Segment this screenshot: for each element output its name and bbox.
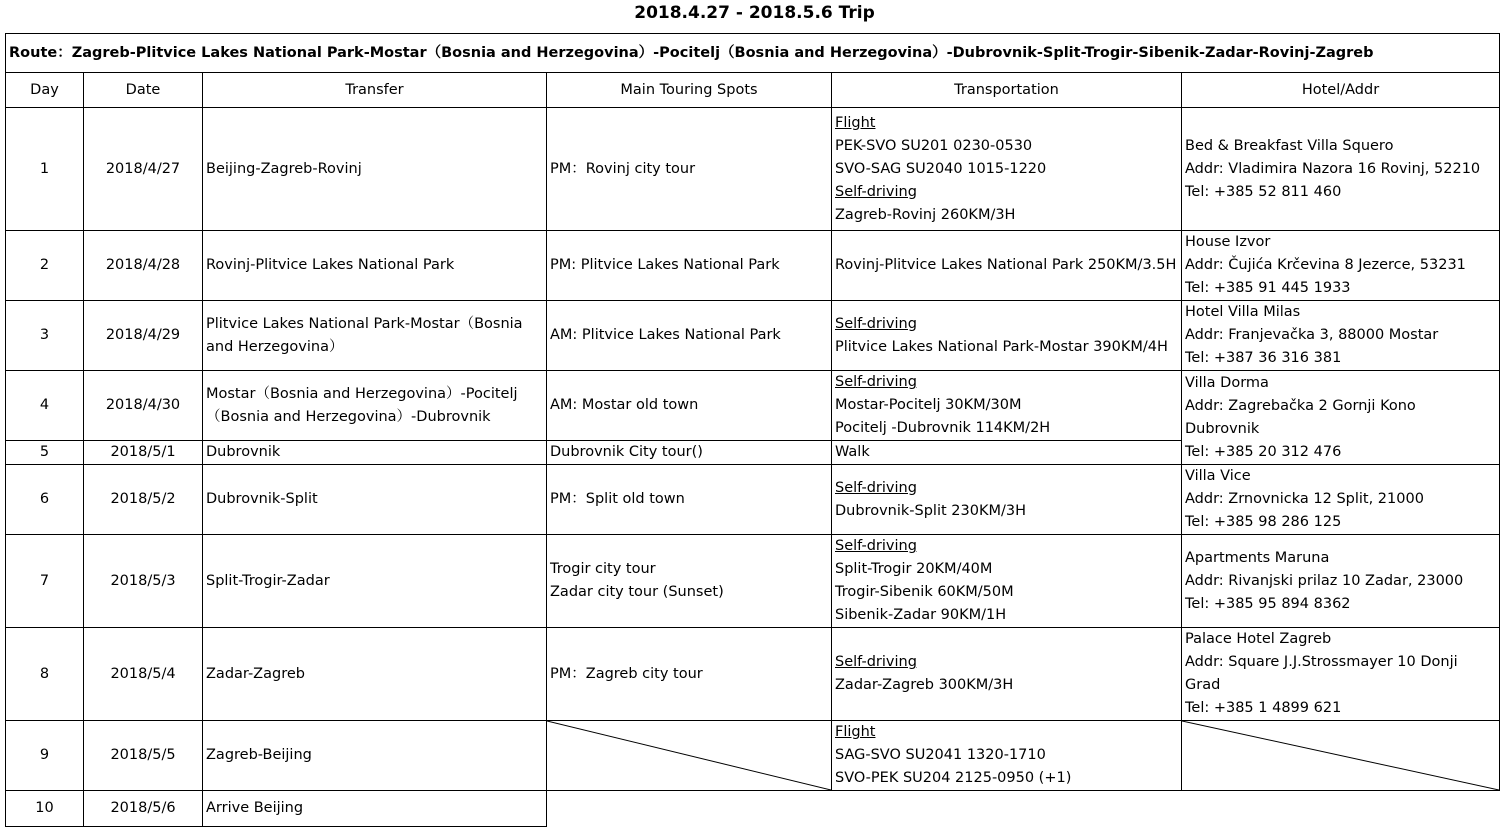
transport-line: SAG-SVO SU2041 1320-1710 (835, 747, 1046, 763)
route-row (6, 34, 1500, 73)
day-cell: 10 (6, 791, 84, 827)
hotel-line: Dubrovnik (1185, 420, 1260, 437)
transport-cell (832, 231, 1182, 301)
day-cell: 5 (6, 441, 84, 465)
spots-cell-empty (547, 721, 832, 791)
date-cell: 2018/4/30 (84, 371, 203, 441)
transfer-cell: Beijing-Zagreb-Rovinj (203, 108, 547, 231)
date-cell: 2018/4/29 (84, 301, 203, 371)
header-day: Day (6, 73, 84, 108)
transport-line: Zagreb-Rovinj 260KM/3H (835, 206, 1016, 223)
spots-cell (547, 108, 832, 231)
transport-line: Pocitelj -Dubrovnik 114KM/2H (835, 420, 1051, 436)
transport-line: Split-Trogir 20KM/40M (835, 561, 993, 577)
transport-mode-label: Flight (835, 114, 876, 131)
transport-mode-label: Self-driving (835, 183, 917, 200)
empty-cell (547, 791, 1500, 827)
day-cell: 7 (6, 535, 84, 628)
transport-cell (832, 535, 1182, 628)
transport-mode-label: Self-driving (835, 315, 917, 332)
day-cell: 3 (6, 301, 84, 371)
hotel-line: Villa Vice (1185, 468, 1251, 484)
transport-mode-label: Flight (835, 724, 876, 740)
transport-cell (832, 721, 1182, 791)
transport-line: Sibenik-Zadar 90KM/1H (835, 607, 1007, 623)
table-row (6, 231, 1500, 301)
transport-line: Plitvice Lakes National Park-Mostar 390KM/4H (835, 338, 1168, 355)
transfer-cell: Arrive Beijing (203, 791, 547, 827)
day-cell: 4 (6, 371, 84, 441)
date-cell: 2018/5/2 (84, 465, 203, 535)
date-cell: 2018/5/3 (84, 535, 203, 628)
hotel-line: Grad (1185, 677, 1221, 693)
hotel-cell (1182, 301, 1500, 371)
transfer-cell: Zagreb-Beijing (203, 721, 547, 791)
spots-cell (547, 628, 832, 721)
spot-line: PM：Split old town (550, 491, 685, 507)
hotel-line: Hotel Villa Milas (1185, 304, 1301, 320)
header-hotel: Hotel/Addr (1182, 73, 1500, 108)
transport-line: SVO-PEK SU204 2125-0950 (+1) (835, 770, 1072, 786)
header-spots: Main Touring Spots (547, 73, 832, 108)
spots-cell (547, 231, 832, 301)
table-row (6, 791, 1500, 827)
page-title: 2018.4.27 - 2018.5.6 Trip (634, 3, 875, 23)
hotel-cell-empty (1182, 721, 1500, 791)
transport-mode-label: Self-driving (835, 538, 917, 554)
transport-cell (832, 371, 1182, 441)
hotel-line: Addr: Zrnovnicka 12 Split, 21000 (1185, 491, 1424, 507)
transport-line: PEK-SVO SU201 0230-0530 (835, 137, 1033, 154)
header-row (6, 73, 1500, 108)
transport-line: SVO-SAG SU2040 1015-1220 (835, 160, 1047, 177)
spots-cell (547, 465, 832, 535)
date-cell: 2018/4/27 (84, 108, 203, 231)
transport-cell (832, 628, 1182, 721)
route-text: Route：Zagreb-Plitvice Lakes National Park-Mostar（Bosnia and Herzegovina）-Pocitelj（Bosnia and Herzegovina）-Dubrovnik-Split-Trogir-Sibenik-Zadar-Rovinj-Zagreb (6, 34, 1500, 73)
day-cell: 6 (6, 465, 84, 535)
transport-cell (832, 441, 1182, 465)
spot-line: PM: Plitvice Lakes National Park (550, 257, 780, 273)
transport-mode-label: Self-driving (835, 374, 917, 390)
day-cell: 1 (6, 108, 84, 231)
spots-cell (547, 441, 832, 465)
date-cell: 2018/5/6 (84, 791, 203, 827)
table-row (6, 108, 1500, 231)
hotel-line: Addr: Franjevačka 3, 88000 Mostar (1185, 327, 1439, 343)
transfer-cell: Dubrovnik (203, 441, 547, 465)
date-cell: 2018/4/28 (84, 231, 203, 301)
hotel-line: Palace Hotel Zagreb (1185, 631, 1332, 647)
table-row (6, 371, 1500, 441)
spot-line: PM：Zagreb city tour (550, 665, 703, 682)
hotel-line: Bed & Breakfast Villa Squero (1185, 137, 1394, 154)
transfer-cell: Dubrovnik-Split (203, 465, 547, 535)
spot-line: AM: Plitvice Lakes National Park (550, 327, 781, 343)
day-cell: 8 (6, 628, 84, 721)
hotel-cell (1182, 628, 1500, 721)
transport-mode-label: Self-driving (835, 479, 917, 496)
header-date: Date (84, 73, 203, 108)
transport-cell (832, 301, 1182, 371)
day-cell: 9 (6, 721, 84, 791)
hotel-cell (1182, 535, 1500, 628)
spot-line: Zadar city tour (Sunset) (550, 584, 724, 600)
hotel-cell (1182, 371, 1500, 465)
hotel-line: House Izvor (1185, 234, 1271, 250)
header-transportation: Transportation (832, 73, 1182, 108)
transfer-cell: Rovinj-Plitvice Lakes National Park (203, 231, 547, 301)
hotel-line: Addr: Čujića Krčevina 8 Jezerce, 53231 (1185, 257, 1466, 273)
table-row (6, 465, 1500, 535)
transport-line: Trogir-Sibenik 60KM/50M (835, 584, 1014, 600)
header-transfer: Transfer (203, 73, 547, 108)
hotel-cell (1182, 108, 1500, 231)
transport-line: Rovinj-Plitvice Lakes National Park 250KM/3.5H (835, 257, 1177, 273)
diagonal-line (547, 721, 831, 790)
date-cell: 2018/5/4 (84, 628, 203, 721)
hotel-line: Tel: +387 36 316 381 (1185, 350, 1342, 366)
hotel-line: Tel: +385 91 445 1933 (1185, 280, 1351, 296)
itinerary-table (5, 33, 1500, 827)
date-cell: 2018/5/1 (84, 441, 203, 465)
transfer-cell: Split-Trogir-Zadar (203, 535, 547, 628)
hotel-line: Tel: +385 98 286 125 (1185, 514, 1342, 530)
transport-line: Dubrovnik-Split 230KM/3H (835, 502, 1026, 519)
spot-line: Trogir city tour (550, 561, 656, 577)
hotel-line: Villa Dorma (1185, 374, 1269, 391)
hotel-line: Addr: Rivanjski prilaz 10 Zadar, 23000 (1185, 572, 1464, 589)
hotel-line: Addr: Zagrebačka 2 Gornji Kono (1185, 397, 1416, 414)
hotel-cell (1182, 465, 1500, 535)
transport-cell (832, 108, 1182, 231)
spot-line: Dubrovnik City tour() (550, 444, 703, 460)
transport-line: Walk (835, 444, 870, 460)
date-cell: 2018/5/5 (84, 721, 203, 791)
diagonal-line (1182, 721, 1499, 790)
hotel-line: Addr: Vladimira Nazora 16 Rovinj, 52210 (1185, 160, 1481, 177)
table-row (6, 721, 1500, 791)
table-row (6, 535, 1500, 628)
hotel-cell (1182, 231, 1500, 301)
hotel-line: Tel: +385 20 312 476 (1185, 443, 1342, 460)
day-cell: 2 (6, 231, 84, 301)
transport-mode-label: Self-driving (835, 654, 917, 670)
hotel-line: Tel: +385 95 894 8362 (1185, 595, 1351, 612)
hotel-line: Apartments Maruna (1185, 549, 1330, 566)
hotel-line: Tel: +385 52 811 460 (1185, 183, 1342, 200)
transport-line: Mostar-Pocitelj 30KM/30M (835, 397, 1022, 413)
spots-cell (547, 535, 832, 628)
spots-cell (547, 371, 832, 441)
table-row (6, 628, 1500, 721)
transport-line: Zadar-Zagreb 300KM/3H (835, 677, 1014, 693)
spot-line: PM：Rovinj city tour (550, 160, 696, 177)
transport-cell (832, 465, 1182, 535)
hotel-line: Tel: +385 1 4899 621 (1185, 700, 1342, 716)
table-row (6, 301, 1500, 371)
spot-line: AM: Mostar old town (550, 397, 699, 413)
transfer-cell: Plitvice Lakes National Park-Mostar（Bosnia and Herzegovina） (203, 301, 547, 371)
transfer-cell: Zadar-Zagreb (203, 628, 547, 721)
hotel-line: Addr: Square J.J.Strossmayer 10 Donji (1185, 654, 1458, 670)
spots-cell (547, 301, 832, 371)
transfer-cell: Mostar（Bosnia and Herzegovina）-Pocitelj（Bosnia and Herzegovina）-Dubrovnik (203, 371, 547, 441)
